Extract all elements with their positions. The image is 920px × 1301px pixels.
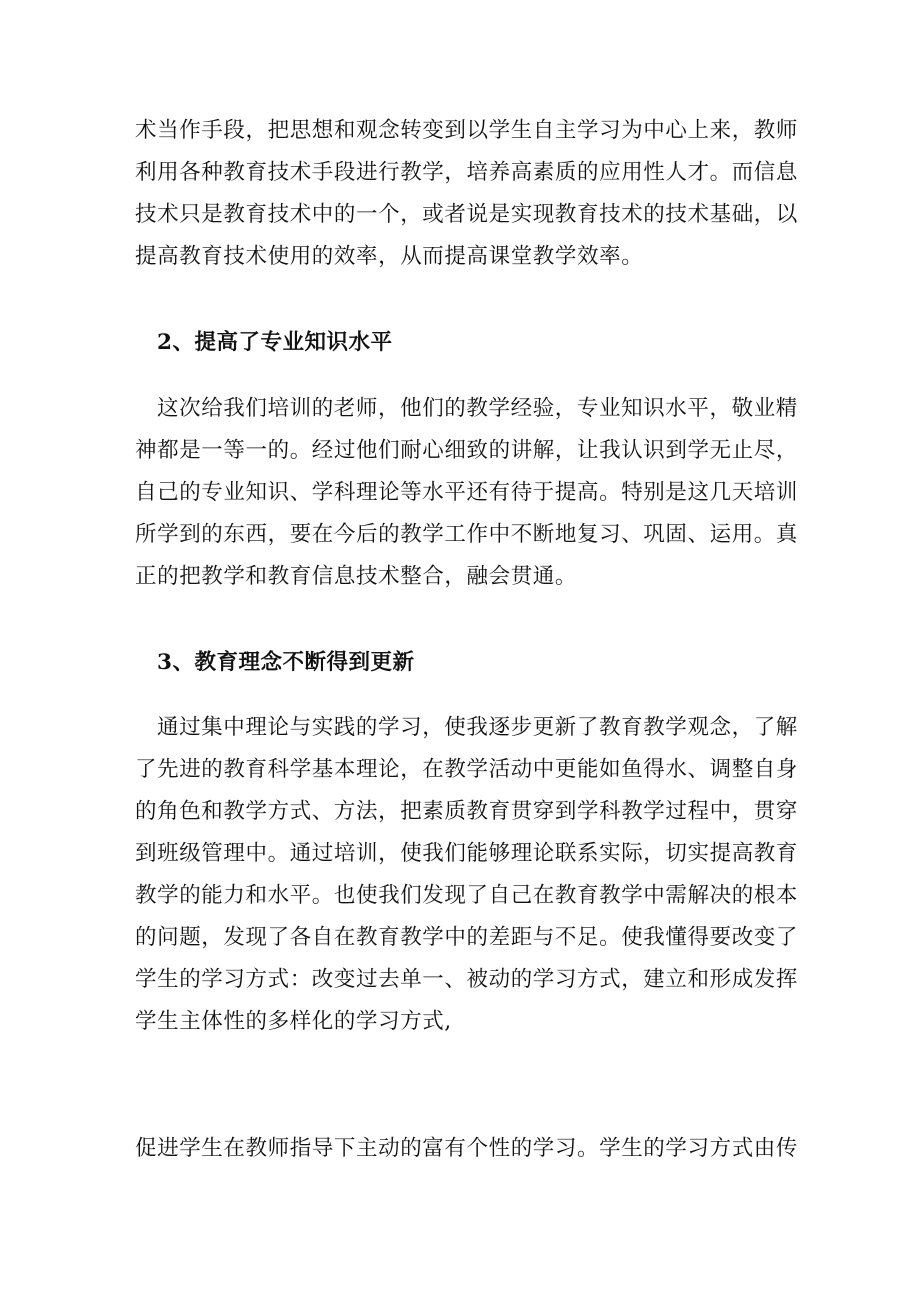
section-2-line-1: 这次给我们培训的老师，他们的教学经验，专业知识水平，敬业精 [157,396,798,421]
section-3-line-5: 教学的能力和水平。也使我们发现了自己在教育教学中需解决的根本 [135,883,799,908]
paragraph-1-line-3: 技术只是教育技术中的一个，或者说是实现教育技术的技术基础，以 [135,202,799,227]
section-3-line-3: 的角色和教学方式、方法，把素质教育贯穿到学科教学过程中，贯穿 [135,799,799,824]
paragraph-1-line-2: 利用各种教育技术手段进行教学，培养高素质的应用性人才。而信息 [135,160,799,185]
section-2-heading: 2、提高了专业知识水平 [157,330,393,355]
section-3-line-2: 了先进的教育科学基本理论，在教学活动中更能如鱼得水、调整自身 [135,757,799,782]
section-2-line-4: 所学到的东西，要在今后的教学工作中不断地复习、巩固、运用。真 [135,522,799,547]
section-2-line-2: 神都是一等一的。经过他们耐心细致的讲解，让我认识到学无止尽， [135,438,799,463]
section-3-line-4: 到班级管理中。通过培训，使我们能够理论联系实际，切实提高教育 [135,841,799,866]
section-2-line-5: 正的把教学和教育信息技术整合，融会贯通。 [135,564,578,589]
section-3-line-6: 的问题，发现了各自在教育教学中的差距与不足。使我懂得要改变了 [135,925,799,950]
section-3-line-7: 学生的学习方式：改变过去单一、被动的学习方式，建立和形成发挥 [135,967,799,992]
paragraph-1-line-1: 术当作手段，把思想和观念转变到以学生自主学习为中心上来，教师 [135,118,799,143]
section-3-heading: 3、教育理念不断得到更新 [157,650,415,675]
paragraph-1-line-4: 提高教育技术使用的效率，从而提高课堂教学效率。 [135,244,644,269]
section-3-line-1: 通过集中理论与实践的学习，使我逐步更新了教育教学观念，了解 [157,715,798,740]
section-3-line-8: 学生主体性的多样化的学习方式, [135,1009,452,1034]
section-2-line-3: 自己的专业知识、学科理论等水平还有待于提高。特别是这几天培训 [135,480,799,505]
paragraph-last-line-1: 促进学生在教师指导下主动的富有个性的学习。学生的学习方式由传 [135,1136,799,1161]
